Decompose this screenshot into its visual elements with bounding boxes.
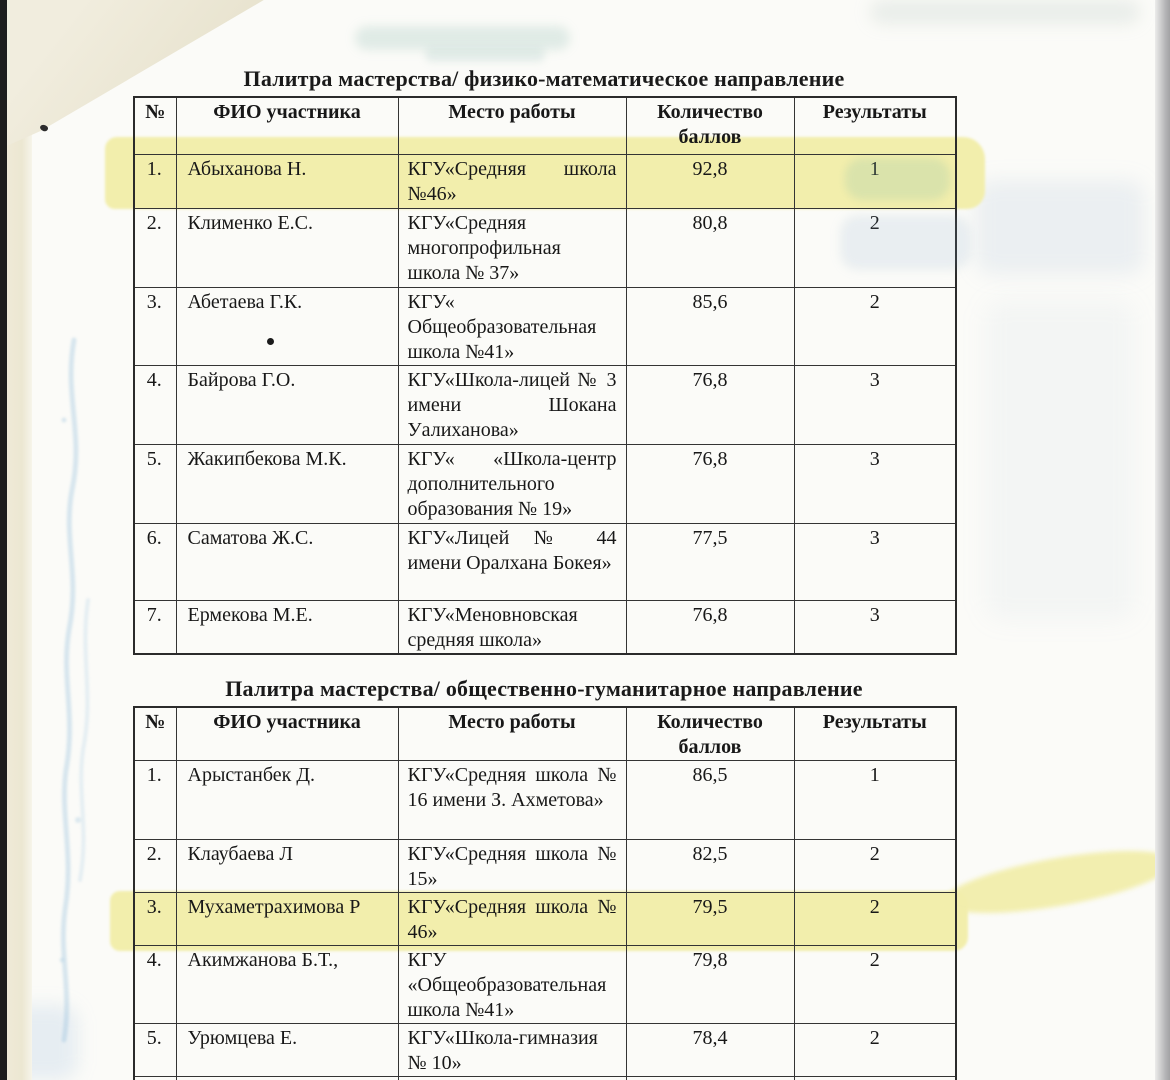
row-number-cell bbox=[134, 1024, 176, 1077]
cell-text: КГУ«Меновновская средняя школа» bbox=[407, 603, 578, 651]
result-cell bbox=[794, 761, 956, 840]
table-row bbox=[134, 523, 956, 600]
workplace-cell bbox=[398, 840, 626, 893]
cell-text: КГУ«Средняя школа № 16 имени З. Ахметова» bbox=[407, 764, 617, 811]
cell-text: 3 bbox=[869, 447, 880, 470]
cell-text: Акимжанова Б.Т., bbox=[187, 949, 339, 971]
row-number-cell bbox=[134, 840, 176, 893]
cell-text: Клаубаева Л bbox=[187, 843, 293, 865]
cell-text: 7. bbox=[146, 603, 162, 626]
cell-text: КГУ«Средняя школа № 46» bbox=[407, 896, 617, 943]
participant-name-cell bbox=[176, 1024, 398, 1077]
workplace-cell bbox=[398, 444, 626, 523]
result-cell bbox=[794, 287, 956, 365]
table-row bbox=[134, 946, 956, 1024]
ink-dot-mark bbox=[267, 338, 275, 346]
results-table-section-humanities bbox=[133, 676, 955, 1080]
row-number-cell bbox=[134, 365, 176, 444]
yellow-highlight-swash bbox=[940, 838, 1170, 926]
column-header: ФИО участника bbox=[176, 707, 398, 761]
cell-text: 5. bbox=[146, 1027, 162, 1049]
result-cell bbox=[794, 208, 956, 287]
result-cell bbox=[794, 154, 956, 208]
column-header: Результаты bbox=[794, 97, 956, 154]
cell-text: Байрова Г.О. bbox=[187, 368, 296, 391]
cell-text: 3. bbox=[146, 290, 162, 313]
workplace-cell bbox=[398, 946, 626, 1024]
cell-text: 1 bbox=[869, 764, 880, 786]
cell-text: 2 bbox=[869, 949, 880, 971]
workplace-cell bbox=[398, 154, 626, 208]
cell-text: КГУ«Школа-лицей № 3 имени Шокана Уалиханова» bbox=[407, 368, 617, 441]
cell-text: КГУ«Средняя многопрофильная школа № 37» bbox=[407, 211, 561, 284]
cell-text: 3. bbox=[146, 896, 162, 918]
table-body bbox=[134, 761, 956, 1080]
participant-name-cell bbox=[176, 365, 398, 444]
score-cell bbox=[626, 761, 794, 840]
results-table-section-physmath bbox=[133, 66, 955, 655]
column-header: № bbox=[134, 707, 176, 761]
result-cell bbox=[794, 1024, 956, 1077]
column-header: ФИО участника bbox=[176, 97, 398, 154]
empty-cell bbox=[626, 1077, 794, 1080]
participant-name-cell bbox=[176, 946, 398, 1024]
cell-text: 76,8 bbox=[692, 603, 728, 626]
table-body bbox=[134, 154, 956, 654]
score-cell bbox=[626, 600, 794, 654]
score-cell bbox=[626, 444, 794, 523]
cell-text: 80,8 bbox=[692, 211, 728, 234]
cell-text: Клименко Е.С. bbox=[187, 211, 314, 234]
table-row bbox=[134, 600, 956, 654]
table-header bbox=[134, 97, 956, 154]
table-row bbox=[134, 365, 956, 444]
score-cell bbox=[626, 365, 794, 444]
column-header: Количество баллов bbox=[626, 707, 794, 761]
row-number-cell bbox=[134, 761, 176, 840]
result-cell bbox=[794, 600, 956, 654]
scan-left-edge bbox=[0, 0, 7, 1080]
row-number-cell bbox=[134, 946, 176, 1024]
participant-name-cell bbox=[176, 761, 398, 840]
workplace-cell bbox=[398, 600, 626, 654]
result-cell bbox=[794, 946, 956, 1024]
score-cell bbox=[626, 840, 794, 893]
header-row bbox=[134, 707, 956, 761]
scan-smudge bbox=[975, 180, 1145, 275]
cell-text: 1. bbox=[146, 764, 162, 786]
cell-text: 85,6 bbox=[692, 290, 728, 313]
cell-text: Жакипбекова М.К. bbox=[187, 447, 347, 470]
cell-text: 6. bbox=[146, 526, 162, 549]
participant-name-cell bbox=[176, 523, 398, 600]
cell-text: 79,8 bbox=[692, 949, 728, 971]
table-row bbox=[134, 444, 956, 523]
table-row-cutoff bbox=[134, 1077, 956, 1080]
participant-name-cell bbox=[176, 893, 398, 946]
score-cell bbox=[626, 946, 794, 1024]
cell-text: 78,4 bbox=[692, 1027, 728, 1049]
cell-text: Ермекова М.Е. bbox=[187, 603, 313, 626]
workplace-cell bbox=[398, 208, 626, 287]
column-header: Место работы bbox=[398, 97, 626, 154]
cell-text: 3 bbox=[869, 368, 880, 391]
scan-smudge bbox=[355, 26, 570, 50]
score-cell bbox=[626, 154, 794, 208]
scan-smudge bbox=[425, 48, 545, 62]
ink-dot-glyph bbox=[267, 338, 274, 345]
underlying-page-edge bbox=[7, 0, 32, 1080]
empty-cell bbox=[176, 1077, 398, 1080]
cell-text: 79,5 bbox=[692, 896, 728, 918]
cell-text: КГУ«Лицей № 44 имени Оралхана Бокея» bbox=[407, 526, 617, 574]
cell-text: 4. bbox=[146, 368, 162, 391]
cell-text: Арыстанбек Д. bbox=[187, 764, 315, 786]
score-cell bbox=[626, 287, 794, 365]
blue-ink-bleed-marks bbox=[34, 300, 104, 1080]
column-header: Количество баллов bbox=[626, 97, 794, 154]
cell-text: Абетаева Г.К. bbox=[187, 290, 303, 313]
cell-text: 4. bbox=[146, 949, 162, 971]
table-row bbox=[134, 761, 956, 840]
cell-text: 2 bbox=[869, 896, 880, 918]
scan-smudge bbox=[985, 300, 1135, 620]
results-table-physmath bbox=[133, 96, 957, 655]
table-title-physmath: Палитра мастерства/ физико-математическое направление bbox=[243, 66, 845, 91]
score-cell bbox=[626, 893, 794, 946]
empty-cell bbox=[134, 1077, 176, 1080]
cell-text: 2. bbox=[146, 843, 162, 865]
empty-cell bbox=[794, 1077, 956, 1080]
cell-text: 3 bbox=[869, 603, 880, 626]
cell-text: 1 bbox=[869, 157, 880, 180]
score-cell bbox=[626, 1024, 794, 1077]
row-number-cell bbox=[134, 208, 176, 287]
cell-text: КГУ«Средняя школа №46» bbox=[407, 157, 617, 205]
column-header: Результаты bbox=[794, 707, 956, 761]
table-row bbox=[134, 208, 956, 287]
workplace-cell bbox=[398, 523, 626, 600]
score-cell bbox=[626, 523, 794, 600]
row-number-cell bbox=[134, 600, 176, 654]
score-cell bbox=[626, 208, 794, 287]
workplace-cell bbox=[398, 365, 626, 444]
table-row bbox=[134, 1024, 956, 1077]
table-row bbox=[134, 154, 956, 208]
header-row bbox=[134, 97, 956, 154]
table-title-humanities: Палитра мастерства/ общественно-гуманитарное направление bbox=[225, 676, 863, 701]
cell-text: КГУ«Школа-гимназия № 10» bbox=[407, 1027, 598, 1074]
cell-text: 5. bbox=[146, 447, 162, 470]
cell-text: 77,5 bbox=[692, 526, 728, 549]
cell-text: Саматова Ж.С. bbox=[187, 526, 314, 549]
row-number-cell bbox=[134, 287, 176, 365]
participant-name-cell bbox=[176, 840, 398, 893]
cell-text: 2 bbox=[869, 843, 880, 865]
workplace-cell bbox=[398, 1024, 626, 1077]
cell-text: Мухаметрахимова Р bbox=[187, 896, 361, 918]
participant-name-cell bbox=[176, 287, 398, 365]
cell-text: 2 bbox=[869, 1027, 880, 1049]
workplace-cell bbox=[398, 761, 626, 840]
participant-name-cell bbox=[176, 600, 398, 654]
cell-text: 82,5 bbox=[692, 843, 728, 865]
cell-text: 2. bbox=[146, 211, 162, 234]
participant-name-cell bbox=[176, 208, 398, 287]
column-header: Место работы bbox=[398, 707, 626, 761]
row-number-cell bbox=[134, 154, 176, 208]
cell-text: 2 bbox=[869, 290, 880, 313]
row-number-cell bbox=[134, 893, 176, 946]
cell-text: 92,8 bbox=[692, 157, 728, 180]
result-cell bbox=[794, 840, 956, 893]
cell-text: КГУ «Общеобразовательная школа №41» bbox=[407, 949, 607, 1021]
result-cell bbox=[794, 893, 956, 946]
cell-text: Абыханова Н. bbox=[187, 157, 307, 180]
scan-smudge bbox=[870, 0, 1140, 24]
results-table-humanities bbox=[133, 706, 957, 1080]
table-row bbox=[134, 893, 956, 946]
cell-text: 1. bbox=[146, 157, 162, 180]
row-number-cell bbox=[134, 444, 176, 523]
result-cell bbox=[794, 365, 956, 444]
cell-text: 2 bbox=[869, 211, 880, 234]
cell-text: 86,5 bbox=[692, 764, 728, 786]
empty-cell bbox=[398, 1077, 626, 1080]
cell-text: 3 bbox=[869, 526, 880, 549]
cell-text: КГУ«Средняя школа № 15» bbox=[407, 843, 617, 890]
table-header bbox=[134, 707, 956, 761]
participant-name-cell bbox=[176, 154, 398, 208]
scan-right-edge bbox=[1155, 0, 1170, 1080]
result-cell bbox=[794, 444, 956, 523]
cell-text: 76,8 bbox=[692, 368, 728, 391]
participant-name-cell bbox=[176, 444, 398, 523]
table-row bbox=[134, 840, 956, 893]
result-cell bbox=[794, 523, 956, 600]
column-header: № bbox=[134, 97, 176, 154]
workplace-cell bbox=[398, 287, 626, 365]
cell-text: 76,8 bbox=[692, 447, 728, 470]
cell-text: КГУ« «Школа-центр дополнительного образования № 19» bbox=[407, 447, 617, 520]
table-row bbox=[134, 287, 956, 365]
row-number-cell bbox=[134, 523, 176, 600]
cell-text: Урюмцева Е. bbox=[187, 1027, 298, 1049]
cell-text: КГУ« Общеобразовательная школа №41» bbox=[407, 290, 597, 363]
workplace-cell bbox=[398, 893, 626, 946]
